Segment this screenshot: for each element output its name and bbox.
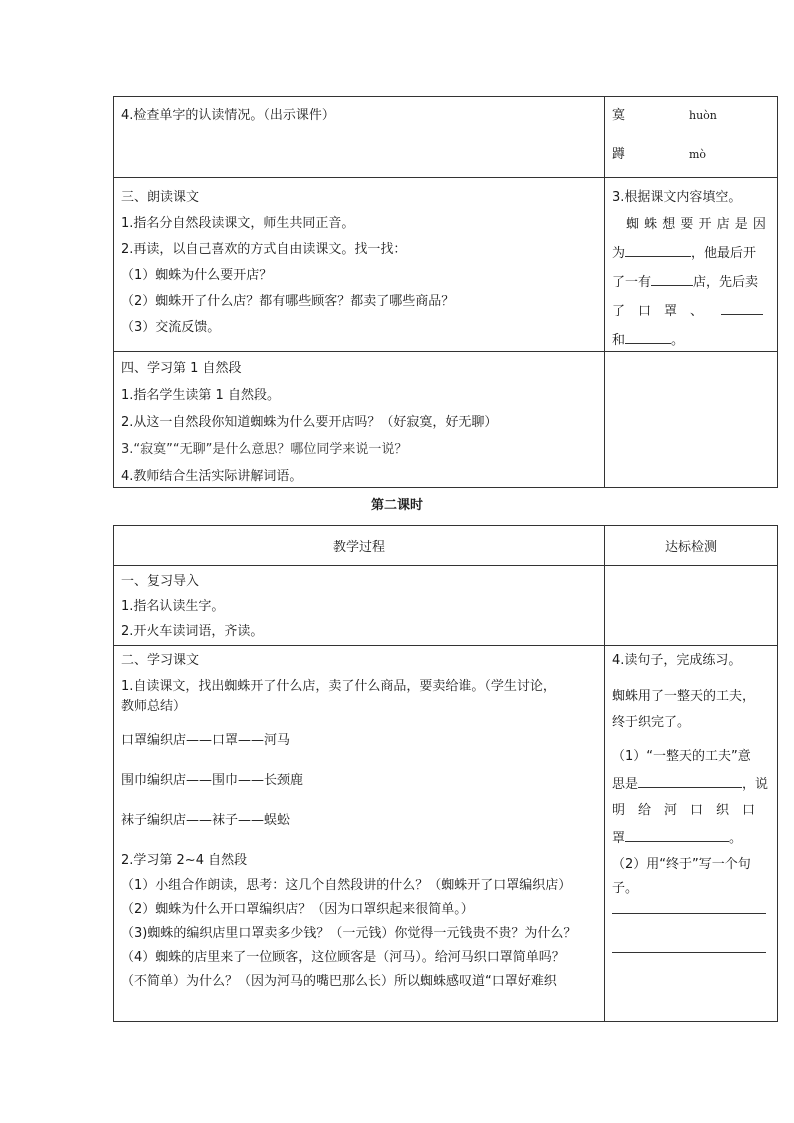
exercise-a1-line-3: 明 给 河 口 织 口 (612, 803, 756, 818)
fill-blank-text: 。 (671, 333, 685, 348)
blank-shop[interactable] (651, 271, 693, 286)
lesson-table-2 (113, 525, 778, 1022)
fill-blank-text: 店，先后卖 (693, 275, 759, 290)
exercise-a2-line-1: （2）用“终于”写一个句 (612, 857, 751, 872)
blank-goods-1[interactable] (721, 300, 763, 315)
section-title: 第二课时 (370, 498, 423, 513)
read-text-q3: （3）交流反馈。 (121, 320, 221, 335)
fill-blank-question: 3.根据课文内容填空。 (612, 190, 742, 205)
exercise-a1-line-2 (612, 773, 770, 795)
char-2: 蹲 (612, 147, 626, 162)
pinyin-2: mò (689, 148, 707, 161)
read-text-q2: （2）蜘蛛开了什么店？都有哪些顾客？都卖了哪些商品？ (121, 294, 455, 309)
paragraph-1-step-3: 3.“寂寞”“无聊”是什么意思？哪位同学来说一说？ (121, 442, 408, 457)
paragraph-1-side-cell (605, 352, 778, 488)
answer-line-2[interactable] (612, 952, 766, 953)
study-item-2: （2）蜘蛛为什么开口罩编织店？（因为口罩织起来很简单。） (121, 902, 474, 917)
exercise-sentence-2: 终于织完了。 (612, 715, 691, 730)
exercise-text: 。 (729, 831, 743, 846)
check-characters-text: 4.检查单字的认读情况。（出示课件） (121, 108, 335, 123)
fill-blank-text: 为 (612, 246, 626, 261)
study-text-p1: 1.自读课文，找出蜘蛛开了什么店，卖了什么商品，要卖给谁。（学生讨论， (121, 679, 556, 694)
paragraph-1-step-1: 1.指名学生读第 1 自然段。 (121, 388, 280, 403)
fill-blank-cell (605, 178, 778, 352)
header-assessment: 达标检测 (605, 526, 778, 566)
exercise-question: 4.读句子，完成练习。 (612, 653, 742, 668)
paragraph-1-heading: 四、学习第 1 自然段 (121, 361, 242, 376)
exercise-a1-line-4 (612, 827, 770, 849)
fill-blank-line-4 (612, 300, 770, 322)
fill-blank-text: ，他最后开 (691, 246, 757, 261)
check-characters-cell (114, 97, 605, 178)
fill-blank-line-5 (612, 329, 770, 351)
exercise-text: ，说 (742, 777, 769, 792)
shop-line-2: 围巾编织店——围巾——长颈鹿 (121, 773, 304, 788)
header-teaching-process: 教学过程 (114, 526, 605, 566)
read-text-step-1: 1.指名分自然段读课文，师生共同正音。 (121, 216, 355, 231)
blank-meaning[interactable] (638, 773, 742, 788)
answer-line-1[interactable] (612, 913, 766, 914)
study-item-5: （不简单）为什么？（因为河马的嘴巴那么长）所以蜘蛛感叹道“口罩好难织 (121, 974, 557, 989)
review-cell (114, 566, 605, 646)
read-text-step-2: 2.再读，以自己喜欢的方式自由读课文。找一找： (121, 242, 407, 257)
exercise-text: 罩 (612, 831, 626, 846)
sentence-exercise-cell (605, 646, 778, 1022)
study-text-p2: 2.学习第 2~4 自然段 (121, 853, 248, 868)
study-text-cell (114, 646, 605, 1022)
exercise-text: 思是 (612, 777, 639, 792)
blank-explain[interactable] (625, 827, 729, 842)
shop-line-3: 袜子编织店——袜子——蜈蚣 (121, 813, 291, 828)
study-item-1: （1）小组合作朗读，思考：这几个自然段讲的什么？（蜘蛛开了口罩编织店） (121, 878, 572, 893)
fill-blank-line-3 (612, 271, 770, 293)
paragraph-1-step-4: 4.教师结合生活实际讲解词语。 (121, 469, 303, 484)
read-text-q1: （1）蜘蛛为什么要开店？ (121, 268, 273, 283)
fill-blank-text: 了 口 罩 、 (612, 304, 704, 319)
pinyin-1: huòn (689, 109, 717, 122)
exercise-a2-line-2: 子。 (612, 881, 639, 896)
study-item-3: （3)蜘蛛的编织店里口罩卖多少钱？（一元钱）你觉得一元钱贵不贵？为什么？ (121, 926, 577, 941)
read-text-cell (114, 178, 605, 352)
read-text-heading: 三、朗读课文 (121, 190, 200, 205)
exercise-a1-line-1: （1）“一整天的工夫”意 (612, 749, 751, 764)
shop-line-1: 口罩编织店——口罩——河马 (121, 733, 291, 748)
review-step-2: 2.开火车读词语，齐读。 (121, 624, 264, 639)
study-text-p1-cont: 教师总结） (121, 699, 187, 714)
lesson-table-1 (113, 96, 778, 488)
fill-blank-line-2 (612, 242, 770, 264)
fill-blank-line-1: 蜘 蛛 想 要 开 店 是 因 (626, 217, 767, 232)
paragraph-1-cell (114, 352, 605, 488)
characters-pinyin-cell (605, 97, 778, 178)
review-heading: 一、复习导入 (121, 574, 200, 589)
fill-blank-text: 了一有 (612, 275, 652, 290)
blank-reason[interactable] (625, 242, 691, 257)
fill-blank-text: 和 (612, 333, 626, 348)
blank-goods-2[interactable] (625, 329, 671, 344)
char-1: 寞 (612, 108, 626, 123)
study-item-4: （4）蜘蛛的店里来了一位顾客，这位顾客是（河马）。给河马织口罩简单吗？ (121, 950, 565, 965)
paragraph-1-step-2: 2.从这一自然段你知道蜘蛛为什么要开店吗？（好寂寞，好无聊） (121, 415, 498, 430)
review-step-1: 1.指名认读生字。 (121, 599, 225, 614)
review-side-cell (605, 566, 778, 646)
study-text-heading: 二、学习课文 (121, 653, 200, 668)
exercise-sentence-1: 蜘蛛用了一整天的工夫， (612, 689, 756, 704)
